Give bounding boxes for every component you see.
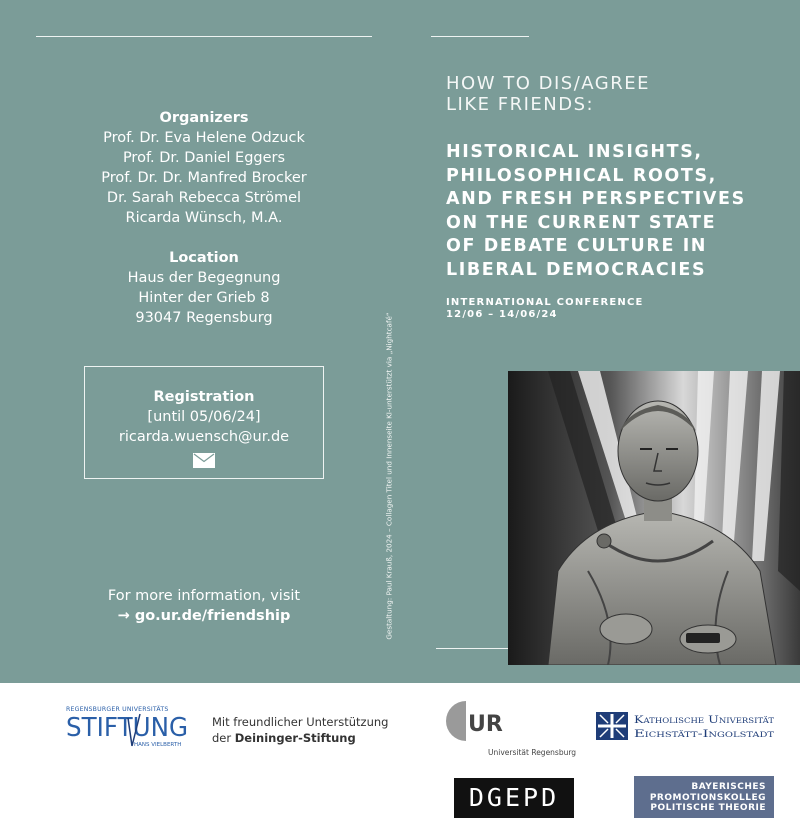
stiftung-logo — [66, 704, 194, 748]
bpk-line: PROMOTIONSKOLLEG — [649, 792, 766, 803]
design-credit: Gestaltung: Paul Krauß, 2024 – Collagen Titel und Innenseite KI-unterstützt via „Nightcafé“ — [384, 312, 394, 640]
ur-mark-text: UR — [468, 712, 503, 737]
stiftung-top-text: REGENSBURGER UNIVERSITÄTS — [66, 706, 169, 713]
bpk-logo — [634, 776, 774, 818]
ku-line1-text: Katholische Universität — [634, 714, 775, 726]
location-block — [84, 248, 324, 328]
dgepd-logo: DGEPD — [454, 778, 574, 818]
info-text: For more information, visit — [107, 588, 301, 604]
thanks-sponsor: Deininger-Stiftung — [234, 731, 356, 745]
organizers-heading: Organizers — [159, 110, 249, 126]
bottom-right-rule — [436, 648, 508, 649]
registration-deadline: [until 05/06/24] — [147, 409, 261, 425]
bpk-line: BAYERISCHES — [691, 782, 766, 792]
subtitle-line: HOW TO DIS/AGREE — [446, 73, 650, 94]
organizer-name: Prof. Dr. Daniel Eggers — [122, 150, 286, 166]
top-right-rule — [431, 36, 529, 37]
envelope-icon[interactable] — [193, 453, 215, 468]
ku-line2-text: Eichstätt-Ingolstadt — [634, 728, 775, 740]
location-heading: Location — [169, 250, 239, 266]
title-line: AND FRESH PERSPECTIVES — [446, 189, 746, 209]
sponsor-thanks — [212, 714, 388, 746]
title-line: ON THE CURRENT STATE — [446, 212, 717, 233]
conference-dates: 12/06 – 14/06/24 — [446, 309, 558, 320]
info-link[interactable]: → go.ur.de/friendship — [117, 608, 291, 624]
ku-eichstaett-logo — [596, 711, 776, 741]
title-line: OF DEBATE CULTURE IN — [446, 236, 708, 256]
location-line: Haus der Begegnung — [127, 270, 281, 286]
organizer-name: Prof. Dr. Eva Helene Odzuck — [103, 130, 305, 146]
registration-box — [84, 366, 324, 479]
organizer-name: Dr. Sarah Rebecca Strömel — [106, 190, 302, 206]
bpk-line: POLITISCHE THEORIE — [650, 803, 766, 813]
statue-collage-image — [508, 371, 800, 665]
subtitle-line: LIKE FRIENDS: — [446, 94, 595, 115]
organizers-block — [84, 108, 324, 228]
organizer-name: Prof. Dr. Dr. Manfred Brocker — [101, 170, 307, 186]
location-line: Hinter der Grieb 8 — [138, 290, 270, 306]
registration-heading: Registration — [153, 389, 255, 405]
thanks-line: Mit freundlicher Unterstützung — [212, 715, 389, 729]
more-info — [84, 586, 324, 626]
title-line: LIBERAL DEMOCRACIES — [446, 259, 707, 280]
title-line: HISTORICAL INSIGHTS, — [446, 142, 703, 162]
stiftung-main-text: STIFTUNG — [66, 713, 188, 743]
university-regensburg-logo — [444, 699, 578, 757]
thanks-prefix: der — [212, 731, 235, 745]
conference-title — [446, 141, 776, 282]
stiftung-sub-text: HANS VIELBERTH — [134, 742, 182, 748]
sponsor-logos-bar — [0, 683, 800, 839]
registration-email[interactable]: ricarda.wuensch@ur.de — [118, 429, 290, 445]
ur-name-text: Universität Regensburg — [488, 748, 577, 757]
conference-info — [446, 297, 776, 321]
top-left-rule — [36, 36, 372, 37]
conference-label: INTERNATIONAL CONFERENCE — [446, 297, 644, 308]
location-line: 93047 Regensburg — [135, 310, 273, 326]
subtitle — [446, 73, 776, 115]
organizer-name: Ricarda Wünsch, M.A. — [125, 210, 283, 226]
title-line: PHILOSOPHICAL ROOTS, — [446, 165, 717, 186]
thanks-line — [212, 730, 388, 746]
